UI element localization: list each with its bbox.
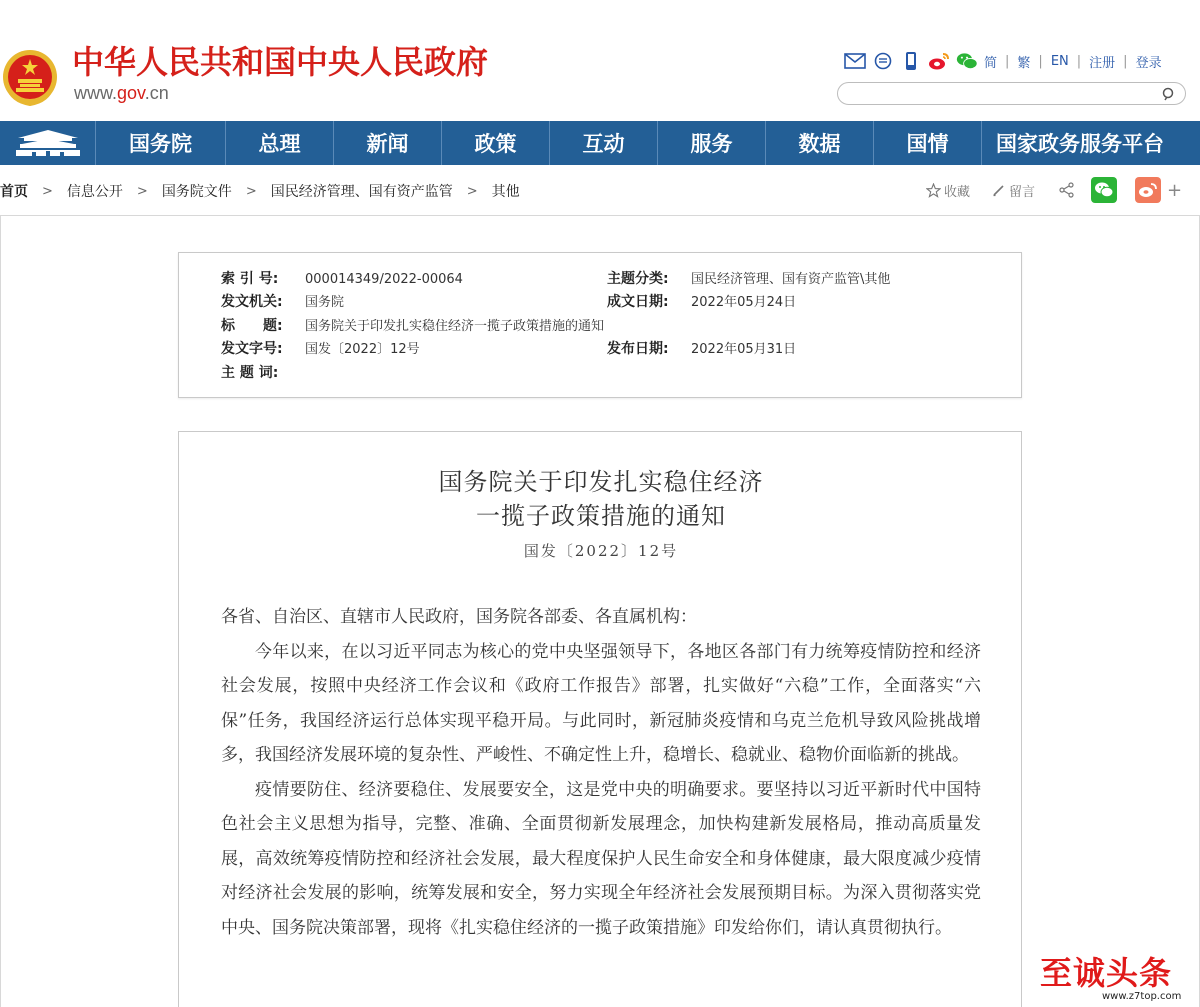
document-title-line2: 一揽子政策措施的通知 <box>476 502 726 530</box>
meta-title-label: 标 题: <box>221 318 283 334</box>
meta-index-value: 000014349/2022-00064 <box>305 272 463 287</box>
favorite-button[interactable] <box>926 181 970 200</box>
document-title-line1: 国务院关于印发扎实稳住经济 <box>438 468 764 496</box>
lang-english-link[interactable]: EN <box>1050 53 1069 69</box>
search-input[interactable] <box>848 85 1148 102</box>
favorite-label: 收藏 <box>944 184 971 200</box>
share-weibo-button[interactable] <box>1135 177 1161 203</box>
login-link[interactable]: 登录 <box>1135 55 1162 71</box>
meta-publish-date-value: 2022年05月31日 <box>691 342 797 357</box>
document-meta-box <box>178 252 1022 398</box>
document-number: 国发〔2022〕12号 <box>523 542 679 560</box>
breadcrumb-bar <box>0 165 1200 215</box>
separator: | <box>1123 53 1128 69</box>
nav-item-news[interactable]: 新闻 <box>334 121 442 165</box>
nav-item-premier[interactable]: 总理 <box>226 121 334 165</box>
breadcrumb-economic-management[interactable]: 国民经济管理、国有资产监管 <box>270 184 453 200</box>
wechat-icon <box>1094 182 1114 198</box>
meta-publish-date <box>607 339 796 360</box>
watermark-logo <box>1040 955 1196 1003</box>
lang-simplified-link[interactable]: 简 <box>984 55 998 71</box>
breadcrumb-home[interactable]: 首页 <box>0 184 28 200</box>
breadcrumb-state-council-docs[interactable]: 国务院文件 <box>161 184 232 200</box>
meta-category-label: 主题分类: <box>607 271 669 287</box>
meta-issuer-label: 发文机关: <box>221 294 283 310</box>
meta-keywords-label: 主 题 词: <box>221 365 279 381</box>
chevron-right-icon: > <box>466 183 478 199</box>
watermark-url: www.z7top.com <box>1102 991 1182 1002</box>
site-url-suffix: .cn <box>144 83 169 103</box>
comment-button[interactable] <box>992 181 1035 200</box>
wechat-icon[interactable] <box>956 51 978 71</box>
nav-home[interactable] <box>0 121 96 165</box>
meta-category-value: 国民经济管理、国有资产监管\其他 <box>691 272 891 287</box>
chevron-right-icon: > <box>42 183 53 199</box>
breadcrumb <box>0 181 520 201</box>
meta-category <box>607 269 890 290</box>
meta-date-written-value: 2022年05月24日 <box>691 295 797 310</box>
meta-doc-no-label: 发文字号: <box>221 341 283 357</box>
site-header <box>0 0 1200 121</box>
document-paragraph: 疫情要防住、经济要稳住、发展要安全，这是党中央的明确要求。要坚持以习近平新时代中国特色社会主义思想为指导，完整、准确、全面贯彻新发展理念，加快构建新发展格局，推动高质量发展，高效统筹疫情防控和经济社会发展，最大程度保护人民生命安全和身体健康，最大限度减少疫情对经济社会发展的影响，统筹发展和安全，努力实现全年经济社会发展预期目标。为深入贯彻落实党中央、国务院决策部署，现将《扎实稳住经济的一揽子政策措施》印发给你们，请认真贯彻执行。 <box>221 779 981 938</box>
weibo-icon <box>1138 182 1158 198</box>
watermark-text: 至诚头条 <box>1040 954 1173 992</box>
chevron-right-icon: > <box>136 183 148 199</box>
meta-publish-date-label: 发布日期: <box>607 341 669 357</box>
tiananmen-icon <box>14 128 82 158</box>
meta-date-written-label: 成文日期: <box>607 294 669 310</box>
meta-index-label: 索 引 号: <box>221 271 279 287</box>
breadcrumb-info-disclosure[interactable]: 信息公开 <box>66 184 123 200</box>
share-icon[interactable] <box>1059 182 1075 198</box>
nav-item-services[interactable]: 服务 <box>658 121 766 165</box>
separator: | <box>1005 53 1010 69</box>
pencil-icon <box>992 183 1006 197</box>
site-url[interactable] <box>74 82 169 104</box>
document-text <box>221 600 981 945</box>
national-emblem-icon[interactable] <box>2 47 58 107</box>
separator: | <box>1076 53 1082 69</box>
mobile-icon[interactable] <box>900 51 922 71</box>
main-nav <box>0 121 1200 165</box>
meta-issuer <box>221 292 344 313</box>
search-icon[interactable] <box>1161 86 1177 102</box>
share-wechat-button[interactable] <box>1091 177 1117 203</box>
share-tools <box>926 177 1182 203</box>
star-icon <box>926 183 941 198</box>
document-body-box <box>178 431 1022 1007</box>
breadcrumb-other[interactable]: 其他 <box>491 184 520 200</box>
meta-doc-no-value: 国发〔2022〕12号 <box>305 342 420 357</box>
nav-item-data[interactable]: 数据 <box>766 121 874 165</box>
nav-item-policy[interactable]: 政策 <box>442 121 550 165</box>
site-url-prefix: www. <box>74 83 118 103</box>
document-salutation: 各省、自治区、直辖市人民政府，国务院各部委、各直属机构： <box>221 607 697 627</box>
meta-date-written <box>607 292 796 313</box>
more-share-button[interactable]: + <box>1167 179 1183 201</box>
lang-traditional-link[interactable]: 繁 <box>1017 55 1031 71</box>
comment-label: 留言 <box>1009 184 1036 200</box>
message-icon[interactable] <box>872 51 894 71</box>
nav-item-interaction[interactable]: 互动 <box>550 121 658 165</box>
meta-issuer-value: 国务院 <box>305 295 345 310</box>
meta-title-value: 国务院关于印发扎实稳住经济一揽子政策措施的通知 <box>305 319 605 334</box>
document-paragraph: 今年以来，在以习近平同志为核心的党中央坚强领导下，各地区各部门有力统筹疫情防控和经济社会发展，按照中央经济工作会议和《政府工作报告》部署，扎实做好“六稳”工作，全面落实“六保”任务，我国经济运行总体实现平稳开局。与此同时，新冠肺炎疫情和乌克兰危机导致风险挑战增多，我国经济发展环境的复杂性、严峻性、不确定性上升，稳增长、稳就业、稳物价面临新的挑战。 <box>221 641 981 765</box>
nav-item-state-council[interactable]: 国务院 <box>96 121 226 165</box>
mail-icon[interactable] <box>844 51 866 71</box>
meta-index <box>221 269 463 290</box>
meta-keywords <box>221 363 305 384</box>
chevron-right-icon: > <box>245 183 257 199</box>
top-tools <box>844 50 1162 72</box>
weibo-icon[interactable] <box>928 51 950 71</box>
register-link[interactable]: 注册 <box>1089 55 1116 71</box>
search-box <box>837 82 1186 105</box>
nav-item-national-info[interactable]: 国情 <box>874 121 982 165</box>
meta-doc-no <box>221 339 420 360</box>
separator: | <box>1038 53 1043 69</box>
site-title[interactable]: 中华人民共和国中央人民政府 <box>72 43 489 81</box>
nav-item-gov-service-platform[interactable]: 国家政务服务平台 <box>996 132 1164 156</box>
site-url-domain: gov <box>117 83 145 103</box>
meta-title <box>221 316 604 337</box>
